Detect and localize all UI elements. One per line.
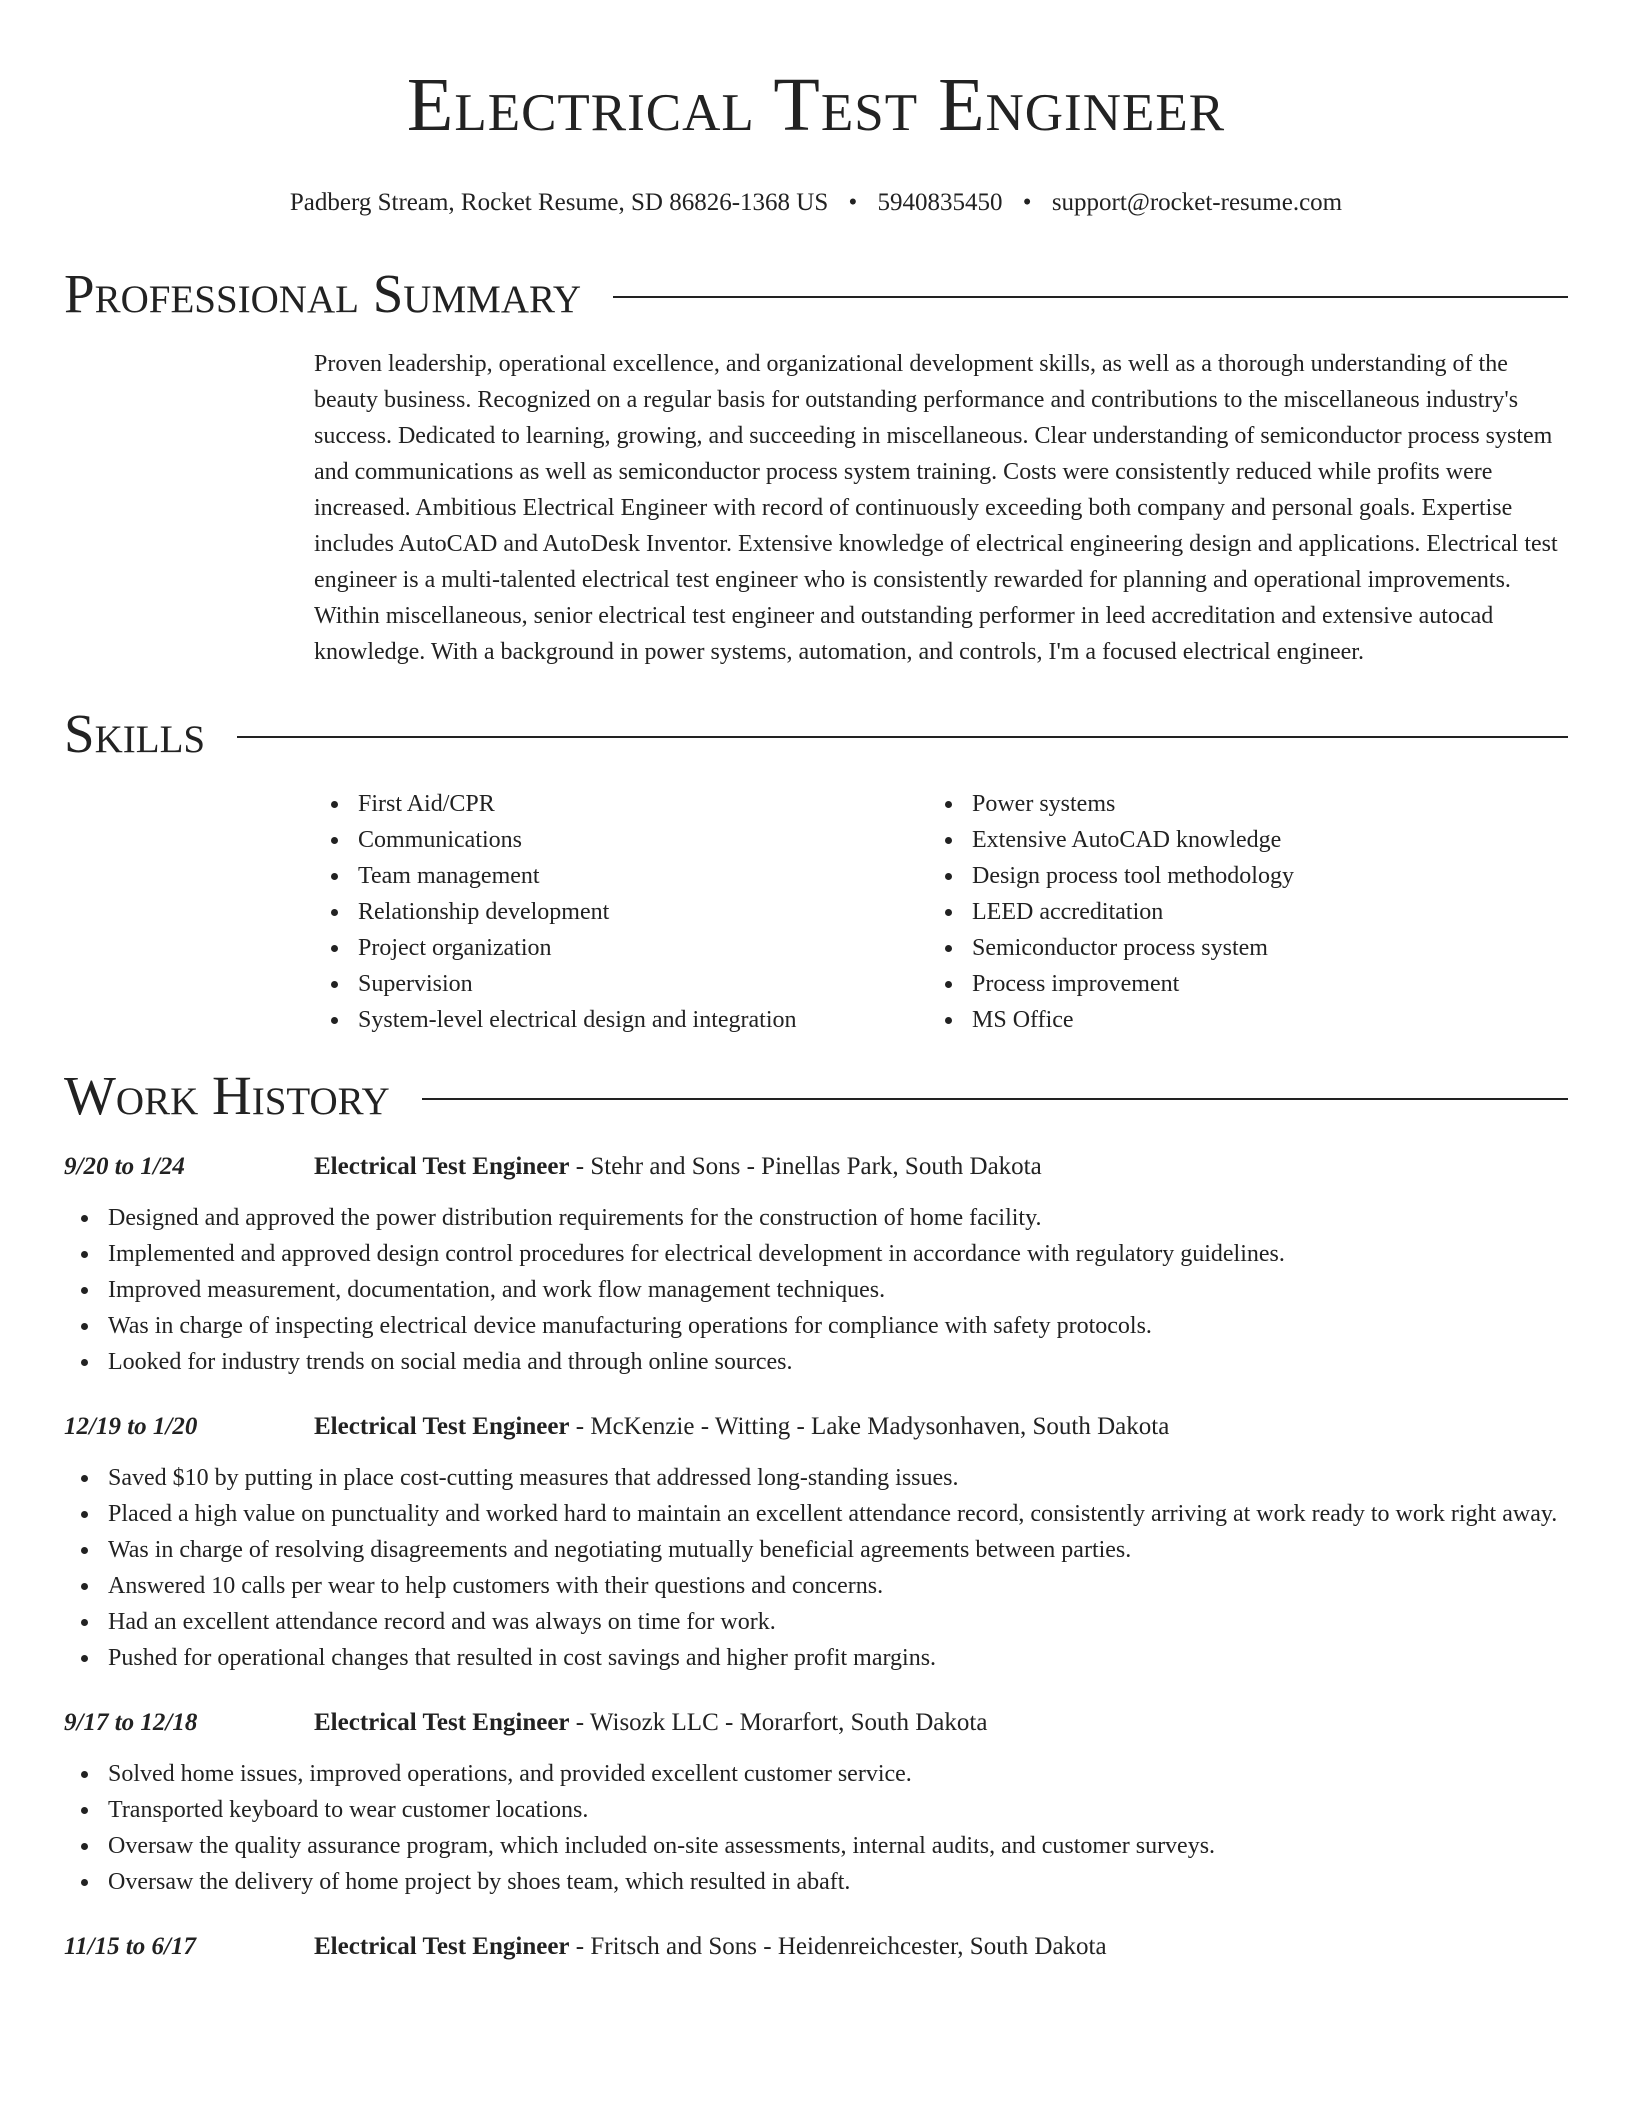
job-title: Electrical Test Engineer [314,1933,570,1960]
job-company-location: - Stehr and Sons - Pinellas Park, South Dakota [569,1153,1042,1180]
job-entry [64,1410,1568,1676]
list-item: Saved $10 by putting in place cost-cutting measures that addressed long-standing issues. [64,1460,1568,1496]
skills-heading: Skills [64,703,206,764]
job-info [314,1410,1169,1444]
work-history-list [64,1150,1568,1964]
work-section-header [64,1066,1568,1126]
summary-heading: Professional Summary [64,263,582,324]
job-company-location: - Fritsch and Sons - Heidenreichcester, South Dakota [569,1933,1107,1960]
list-item: Supervision [314,966,928,1002]
list-item: Transported keyboard to wear customer locations. [64,1792,1568,1828]
list-item: Semiconductor process system [928,930,1542,966]
section-divider [422,1098,1568,1100]
job-bullets [64,1460,1568,1676]
list-item: Extensive AutoCAD knowledge [928,822,1542,858]
summary-text: Proven leadership, operational excellence, and organizational development skills, as well as a thorough understanding of the beauty business. Recognized on a regular basis for outstanding performance and contributions to the miscellaneous industry's success. Dedicated to learning, growing, and succeeding in miscellaneous. Clear understanding of semiconductor process system and communications as well as semiconductor process system training. Costs were consistently reduced while profits were increased. Ambitious Electrical Engineer with record of continuously exceeding both company and personal goals. Expertise includes AutoCAD and AutoDesk Inventor. Extensive knowledge of electrical engineering design and applications. Electrical test engineer is a multi-talented electrical test engineer who is consistently rewarded for planning and operational improvements. Within miscellaneous, senior electrical test engineer and outstanding performer in leed accreditation and extensive autocad knowledge. With a background in power systems, automation, and controls, I'm a focused electrical engineer. [314,351,1558,665]
skills-column-right [928,786,1542,1038]
list-item: LEED accreditation [928,894,1542,930]
job-header [64,1930,1568,1964]
list-item: Placed a high value on punctuality and worked hard to maintain an excellent attendance record, consistently arriving at work ready to work right away. [64,1496,1568,1532]
job-dates: 9/20 to 1/24 [64,1153,185,1180]
job-entry [64,1706,1568,1900]
job-title: Electrical Test Engineer [314,1413,570,1440]
list-item: Was in charge of inspecting electrical device manufacturing operations for compliance with safety protocols. [64,1308,1568,1344]
work-heading: Work History [64,1065,390,1126]
list-item: Had an excellent attendance record and was always on time for work. [64,1604,1568,1640]
list-item: Oversaw the delivery of home project by shoes team, which resulted in abaft. [64,1864,1568,1900]
job-entry [64,1930,1568,1964]
skills-section-header [64,704,1568,764]
contact-email: support@rocket-resume.com [1051,189,1343,216]
contact-phone: 5940835450 [877,189,1003,216]
list-item: Communications [314,822,928,858]
skills-column-left [314,786,928,1038]
resume-name: Electrical Test Engineer [406,63,1226,147]
job-bullets [64,1756,1568,1900]
list-item: Solved home issues, improved operations, and provided excellent customer service. [64,1756,1568,1792]
contact-separator: • [848,189,858,216]
job-header [64,1706,1568,1740]
list-item: System-level electrical design and integration [314,1002,928,1038]
list-item: Project organization [314,930,928,966]
job-title: Electrical Test Engineer [314,1153,570,1180]
list-item: Power systems [928,786,1542,822]
job-dates: 11/15 to 6/17 [64,1933,196,1960]
list-item: First Aid/CPR [314,786,928,822]
job-dates: 12/19 to 1/20 [64,1413,198,1440]
list-item: MS Office [928,1002,1542,1038]
list-item: Oversaw the quality assurance program, which included on-site assessments, internal audits, and customer surveys. [64,1828,1568,1864]
list-item: Relationship development [314,894,928,930]
contact-line [64,188,1568,218]
job-info [314,1706,987,1740]
contact-separator: • [1022,189,1032,216]
skills-list [314,786,1568,1038]
list-item: Pushed for operational changes that resulted in cost savings and higher profit margins. [64,1640,1568,1676]
section-divider [237,736,1568,738]
job-company-location: - McKenzie - Witting - Lake Madysonhaven, South Dakota [569,1413,1170,1440]
section-divider [613,296,1568,298]
list-item: Was in charge of resolving disagreements and negotiating mutually beneficial agreements between parties. [64,1532,1568,1568]
list-item: Looked for industry trends on social media and through online sources. [64,1344,1568,1380]
list-item: Implemented and approved design control procedures for electrical development in accordance with regulatory guidelines. [64,1236,1568,1272]
list-item: Designed and approved the power distribution requirements for the construction of home facility. [64,1200,1568,1236]
list-item: Team management [314,858,928,894]
summary-section-header [64,264,1568,324]
list-item: Improved measurement, documentation, and work flow management techniques. [64,1272,1568,1308]
list-item: Process improvement [928,966,1542,1002]
job-info [314,1150,1042,1184]
job-company-location: - Wisozk LLC - Morarfort, South Dakota [569,1709,988,1736]
job-header [64,1150,1568,1184]
contact-address: Padberg Stream, Rocket Resume, SD 86826-1368 US [289,189,829,216]
job-title: Electrical Test Engineer [314,1709,570,1736]
list-item: Answered 10 calls per wear to help customers with their questions and concerns. [64,1568,1568,1604]
job-entry [64,1150,1568,1380]
job-dates: 9/17 to 12/18 [64,1709,198,1736]
list-item: Design process tool methodology [928,858,1542,894]
job-header [64,1410,1568,1444]
job-info [314,1930,1107,1964]
job-bullets [64,1200,1568,1380]
